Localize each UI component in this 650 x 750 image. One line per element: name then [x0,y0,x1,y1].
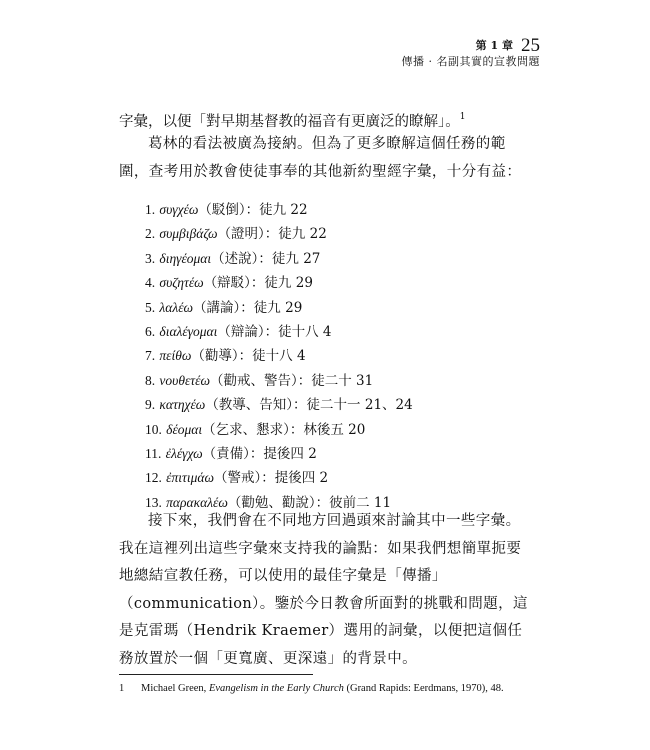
footnote-reference[interactable]: 1 [459,112,466,122]
greek-word: διηγέομαι [159,250,212,266]
list-item-number: 8. [145,372,156,388]
footnote-publication: (Grand Rapids: Eerdmans, 1970), 48. [343,683,504,694]
word-list-item [145,395,413,419]
word-gloss: （辯駁）：徒九 29 [203,275,313,292]
greek-word: συμβιβάζω [159,226,218,242]
greek-word: συζητέω [159,275,204,291]
greek-word: παρακαλέω [166,494,228,510]
greek-word: δέομαι [166,421,203,437]
word-gloss: （警戒）：提後四 2 [213,470,329,487]
paragraph-2: 葛林的看法被廣為接納。但為了更多瞭解這個任務的範圍，查考用於教會使徒事奉的其他新約聖經字彙，十分有益： [119,136,522,180]
word-gloss: （勸勉、勸說）：彼前二 11 [227,494,392,511]
greek-word-list [145,200,413,517]
word-gloss: （教導、告知）：徒二十一 21、24 [205,397,413,414]
footnote-number: 1 [119,683,125,694]
word-list-item [145,371,413,395]
word-list-item [145,322,413,346]
list-item-number: 11. [145,445,162,461]
running-header [401,35,541,70]
header-top-line [402,35,541,56]
list-item-number: 12. [145,470,162,486]
greek-word: ἐπιτιμάω [166,470,214,486]
greek-word: διαλέγομαι [159,323,218,339]
word-list-item [145,444,413,468]
word-gloss: （辯論）：徒十八 4 [217,323,332,340]
paragraph-1-text: 字彙，以便「對早期基督教的福音有更廣泛的瞭解」。 [119,114,460,130]
list-item-number: 7. [145,348,156,364]
list-item-number: 10. [145,421,162,437]
word-gloss: （述說）：徒九 27 [211,250,321,267]
list-item-number: 1. [145,202,156,217]
word-list-item [145,420,413,444]
word-list-item [145,468,413,492]
list-item-number: 3. [145,250,156,266]
footnote [119,683,504,694]
word-gloss: （駁倒）：徒九 22 [198,202,308,218]
list-item-number: 9. [145,397,156,413]
chapter-label: 第 1 章 [475,39,513,52]
greek-word: ἐλέγχω [165,445,203,461]
footnote-divider [119,674,313,675]
word-gloss: （講論）：徒九 29 [193,299,303,316]
word-list-item [145,200,413,224]
greek-word: συγχέω [159,202,199,217]
list-item-number: 4. [145,275,156,291]
footnote-author: Michael Green, [141,683,209,694]
paragraph-3: 接下來，我們會在不同地方回過頭來討論其中一些字彙。我在這裡列出這些字彙來支持我的論點：如果我們想簡單扼要地總結宣教任務，可以使用的最佳字彙是「傳播」（communication）。鑒於今日教會所面對的挑戰和問題，這是克雷瑪（Hendrik Kraemer）選用的詞彙，以便把這個任務放置於一個「更寬廣、更深遠」的背景中。 [119,513,528,667]
word-gloss: （責備）：提後四 2 [202,445,317,462]
greek-word: λαλέω [159,299,194,315]
word-list-item [145,346,413,370]
word-list-item [145,249,413,273]
list-item-number: 5. [145,299,156,315]
page-number: 25 [521,35,540,56]
greek-word: πείθω [159,348,192,364]
greek-word: κατηχέω [159,397,206,413]
word-gloss: （證明）：徒九 22 [217,226,327,243]
word-gloss: （乞求、懇求）：林後五 20 [202,421,366,438]
footnote-book-title: Evangelism in the Early Church [208,683,344,694]
list-item-number: 6. [145,323,156,339]
word-gloss: （勸戒、警告）：徒二十 31 [210,372,374,389]
word-gloss: （勸導）：徒十八 4 [191,348,306,365]
word-list-item [145,273,413,297]
list-item-number: 13. [145,494,162,510]
word-list-item [145,298,413,322]
chapter-subtitle: 傳播 · 名副其實的宣教問題 [401,55,540,68]
list-item-number: 2. [145,226,156,242]
word-list-item [145,224,413,248]
greek-word: νουθετέω [159,372,210,388]
